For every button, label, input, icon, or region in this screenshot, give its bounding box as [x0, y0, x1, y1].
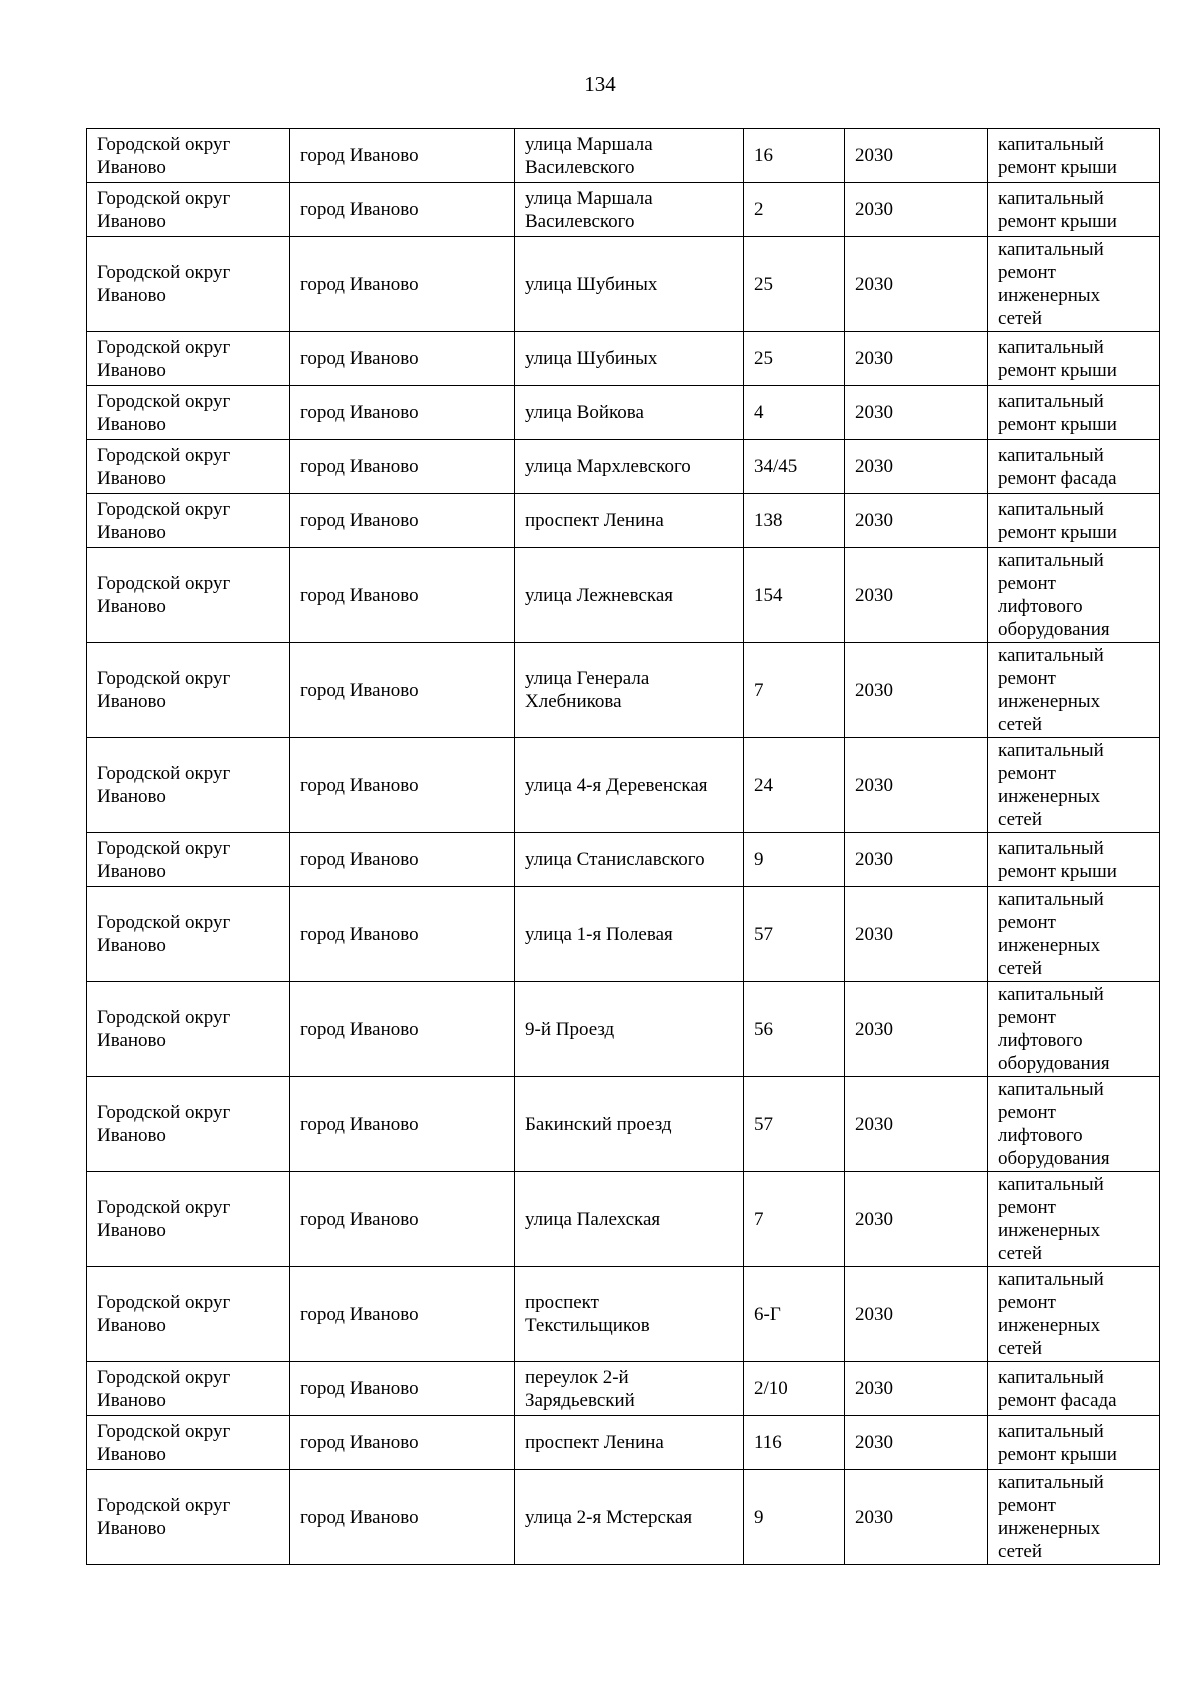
work-type-cell: капитальный ремонт инженерных сетей: [988, 887, 1160, 982]
house-cell: 9: [744, 833, 845, 887]
work-type-cell: капитальный ремонт крыши: [988, 1416, 1160, 1470]
street-cell: улица Генерала Хлебникова: [515, 643, 744, 738]
year-cell: 2030: [845, 129, 988, 183]
year-cell: 2030: [845, 440, 988, 494]
year-cell: 2030: [845, 237, 988, 332]
locality-cell: город Иваново: [290, 183, 515, 237]
table-row: [87, 548, 1160, 643]
year-cell: 2030: [845, 833, 988, 887]
municipality-cell: Городской округ Иваново: [87, 1470, 290, 1565]
table-row: [87, 494, 1160, 548]
municipality-cell: Городской округ Иваново: [87, 1267, 290, 1362]
municipality-cell: Городской округ Иваново: [87, 887, 290, 982]
street-cell: улица Войкова: [515, 386, 744, 440]
year-cell: 2030: [845, 1362, 988, 1416]
table-row: [87, 887, 1160, 982]
year-cell: 2030: [845, 1077, 988, 1172]
house-cell: 24: [744, 738, 845, 833]
street-cell: улица Палехская: [515, 1172, 744, 1267]
repair-schedule-table: [86, 128, 1160, 1565]
house-cell: 16: [744, 129, 845, 183]
work-type-cell: капитальный ремонт крыши: [988, 129, 1160, 183]
year-cell: 2030: [845, 738, 988, 833]
municipality-cell: Городской округ Иваново: [87, 982, 290, 1077]
house-cell: 7: [744, 643, 845, 738]
locality-cell: город Иваново: [290, 386, 515, 440]
table-row: [87, 1470, 1160, 1565]
year-cell: 2030: [845, 643, 988, 738]
table-row: [87, 1362, 1160, 1416]
locality-cell: город Иваново: [290, 833, 515, 887]
municipality-cell: Городской округ Иваново: [87, 494, 290, 548]
locality-cell: город Иваново: [290, 1267, 515, 1362]
locality-cell: город Иваново: [290, 129, 515, 183]
street-cell: 9-й Проезд: [515, 982, 744, 1077]
year-cell: 2030: [845, 1470, 988, 1565]
page-number: 134: [584, 72, 616, 96]
locality-cell: город Иваново: [290, 643, 515, 738]
table-row: [87, 386, 1160, 440]
house-cell: 25: [744, 237, 845, 332]
municipality-cell: Городской округ Иваново: [87, 237, 290, 332]
table-row: [87, 1077, 1160, 1172]
locality-cell: город Иваново: [290, 548, 515, 643]
table-row: [87, 1416, 1160, 1470]
street-cell: Бакинский проезд: [515, 1077, 744, 1172]
house-cell: 7: [744, 1172, 845, 1267]
street-cell: улица Мархлевского: [515, 440, 744, 494]
street-cell: улица Станиславского: [515, 833, 744, 887]
municipality-cell: Городской округ Иваново: [87, 833, 290, 887]
table-row: [87, 332, 1160, 386]
work-type-cell: капитальный ремонт лифтового оборудования: [988, 548, 1160, 643]
municipality-cell: Городской округ Иваново: [87, 332, 290, 386]
work-type-cell: капитальный ремонт инженерных сетей: [988, 738, 1160, 833]
house-cell: 116: [744, 1416, 845, 1470]
locality-cell: город Иваново: [290, 1172, 515, 1267]
municipality-cell: Городской округ Иваново: [87, 548, 290, 643]
work-type-cell: капитальный ремонт инженерных сетей: [988, 643, 1160, 738]
table-row: [87, 1267, 1160, 1362]
locality-cell: город Иваново: [290, 982, 515, 1077]
work-type-cell: капитальный ремонт крыши: [988, 494, 1160, 548]
table-row: [87, 833, 1160, 887]
house-cell: 57: [744, 1077, 845, 1172]
municipality-cell: Городской округ Иваново: [87, 386, 290, 440]
work-type-cell: капитальный ремонт лифтового оборудования: [988, 1077, 1160, 1172]
street-cell: улица 4-я Деревенская: [515, 738, 744, 833]
street-cell: улица 2-я Мстерская: [515, 1470, 744, 1565]
year-cell: 2030: [845, 887, 988, 982]
work-type-cell: капитальный ремонт крыши: [988, 386, 1160, 440]
work-type-cell: капитальный ремонт крыши: [988, 332, 1160, 386]
house-cell: 2: [744, 183, 845, 237]
locality-cell: город Иваново: [290, 494, 515, 548]
locality-cell: город Иваново: [290, 738, 515, 833]
municipality-cell: Городской округ Иваново: [87, 738, 290, 833]
house-cell: 34/45: [744, 440, 845, 494]
street-cell: улица Лежневская: [515, 548, 744, 643]
year-cell: 2030: [845, 1267, 988, 1362]
work-type-cell: капитальный ремонт инженерных сетей: [988, 1172, 1160, 1267]
municipality-cell: Городской округ Иваново: [87, 1077, 290, 1172]
house-cell: 138: [744, 494, 845, 548]
house-cell: 2/10: [744, 1362, 845, 1416]
table-row: [87, 237, 1160, 332]
street-cell: переулок 2-й Зарядьевский: [515, 1362, 744, 1416]
year-cell: 2030: [845, 1172, 988, 1267]
house-cell: 56: [744, 982, 845, 1077]
street-cell: проспект Текстильщиков: [515, 1267, 744, 1362]
house-cell: 6-Г: [744, 1267, 845, 1362]
year-cell: 2030: [845, 548, 988, 643]
work-type-cell: капитальный ремонт крыши: [988, 183, 1160, 237]
table-row: [87, 738, 1160, 833]
street-cell: улица Маршала Василевского: [515, 129, 744, 183]
municipality-cell: Городской округ Иваново: [87, 1416, 290, 1470]
work-type-cell: капитальный ремонт инженерных сетей: [988, 1470, 1160, 1565]
municipality-cell: Городской округ Иваново: [87, 183, 290, 237]
locality-cell: город Иваново: [290, 1077, 515, 1172]
locality-cell: город Иваново: [290, 332, 515, 386]
house-cell: 4: [744, 386, 845, 440]
table-row: [87, 643, 1160, 738]
locality-cell: город Иваново: [290, 440, 515, 494]
work-type-cell: капитальный ремонт лифтового оборудования: [988, 982, 1160, 1077]
house-cell: 154: [744, 548, 845, 643]
work-type-cell: капитальный ремонт фасада: [988, 1362, 1160, 1416]
locality-cell: город Иваново: [290, 887, 515, 982]
work-type-cell: капитальный ремонт крыши: [988, 833, 1160, 887]
house-cell: 9: [744, 1470, 845, 1565]
street-cell: улица Маршала Василевского: [515, 183, 744, 237]
year-cell: 2030: [845, 494, 988, 548]
street-cell: проспект Ленина: [515, 1416, 744, 1470]
municipality-cell: Городской округ Иваново: [87, 129, 290, 183]
municipality-cell: Городской округ Иваново: [87, 440, 290, 494]
work-type-cell: капитальный ремонт инженерных сетей: [988, 237, 1160, 332]
table-row: [87, 129, 1160, 183]
work-type-cell: капитальный ремонт инженерных сетей: [988, 1267, 1160, 1362]
street-cell: проспект Ленина: [515, 494, 744, 548]
municipality-cell: Городской округ Иваново: [87, 643, 290, 738]
locality-cell: город Иваново: [290, 1470, 515, 1565]
year-cell: 2030: [845, 332, 988, 386]
municipality-cell: Городской округ Иваново: [87, 1172, 290, 1267]
table-row: [87, 1172, 1160, 1267]
street-cell: улица Шубиных: [515, 332, 744, 386]
house-cell: 25: [744, 332, 845, 386]
municipality-cell: Городской округ Иваново: [87, 1362, 290, 1416]
locality-cell: город Иваново: [290, 237, 515, 332]
table-row: [87, 982, 1160, 1077]
year-cell: 2030: [845, 982, 988, 1077]
year-cell: 2030: [845, 386, 988, 440]
street-cell: улица Шубиных: [515, 237, 744, 332]
locality-cell: город Иваново: [290, 1362, 515, 1416]
street-cell: улица 1-я Полевая: [515, 887, 744, 982]
year-cell: 2030: [845, 183, 988, 237]
locality-cell: город Иваново: [290, 1416, 515, 1470]
table-row: [87, 440, 1160, 494]
house-cell: 57: [744, 887, 845, 982]
table-row: [87, 183, 1160, 237]
work-type-cell: капитальный ремонт фасада: [988, 440, 1160, 494]
year-cell: 2030: [845, 1416, 988, 1470]
